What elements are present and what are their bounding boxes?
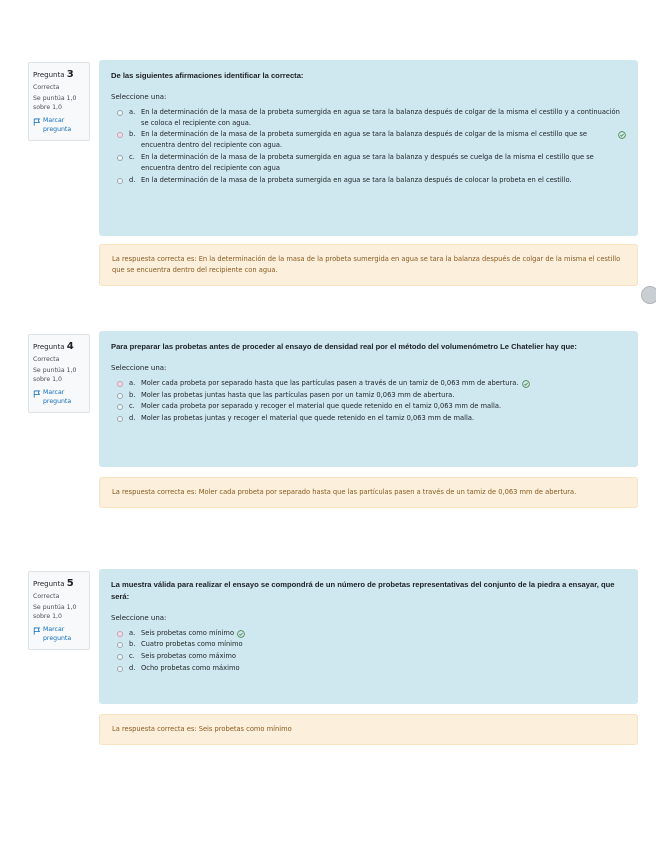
question-formulation — [99, 331, 638, 467]
check-circle-icon — [237, 630, 245, 638]
question-grade: Se puntúa 1,0 sobre 1,0 — [33, 367, 77, 384]
question-text: De las siguientes afirmaciones identificar la correcta: — [111, 71, 304, 80]
option-letter: d. — [129, 175, 136, 184]
option-text: En la determinación de la masa de la probeta sumergida en agua se tara la balanza y después se cuelga de la misma el cestillo que se encuentra dentro del recipiente con agua — [141, 153, 594, 172]
flag-question-label: Marcar pregunta — [43, 626, 72, 643]
flag-question-link[interactable] — [33, 626, 85, 644]
answer-option-d[interactable] — [117, 175, 626, 186]
answer-options — [117, 107, 626, 186]
answer-option-c[interactable] — [117, 152, 626, 174]
radio-button-selected[interactable] — [117, 132, 123, 138]
option-text: Moler las probetas juntas y recoger el material que quede retenido en el tamiz 0,063 mm de malla. — [141, 414, 475, 423]
answer-option-b[interactable] — [117, 129, 626, 151]
flag-icon — [33, 627, 41, 635]
right-answer-feedback: La respuesta correcta es: Seis probetas como mínimo — [99, 714, 638, 745]
option-letter: b. — [129, 640, 136, 649]
option-text: Moler cada probeta por separado hasta que las partículas pasen a través de un tamiz de 0,063 mm de abertura. — [141, 378, 519, 387]
option-letter: a. — [129, 378, 136, 387]
answer-option-c[interactable] — [117, 651, 626, 662]
answer-option-b[interactable] — [117, 390, 626, 401]
question-info — [28, 571, 90, 650]
radio-button[interactable] — [117, 155, 123, 161]
option-text: En la determinación de la masa de la probeta sumergida en agua se tara la balanza después de colgar de la misma el cestillo y a continuación se coloca el recipiente con agua. — [141, 107, 620, 127]
check-circle-icon — [618, 131, 626, 139]
option-text: En la determinación de la masa de la probeta sumergida en agua se tara la balanza después de colocar la probeta en el cestillo. — [141, 175, 572, 184]
option-letter: a. — [129, 628, 136, 637]
answer-option-c[interactable] — [117, 401, 626, 412]
question-number-value: 5 — [66, 578, 74, 589]
answer-options — [117, 628, 626, 674]
question-formulation — [99, 60, 638, 236]
right-answer-feedback: La respuesta correcta es: En la determinación de la masa de la probeta sumergida en agua se tara la balanza después de colgar de la misma el cestillo que se encuentra dentro del recipiente con agua. — [99, 244, 638, 286]
question-number — [33, 340, 85, 355]
answer-option-b[interactable] — [117, 639, 626, 650]
answer-option-a[interactable] — [117, 107, 626, 129]
answer-option-a[interactable] — [117, 628, 626, 639]
right-answer-feedback: La respuesta correcta es: Moler cada probeta por separado hasta que las partículas pasen a través de un tamiz de 0,063 mm de abertura. — [99, 477, 638, 508]
option-text: Seis probetas como mínimo — [141, 628, 235, 637]
option-letter: d. — [129, 414, 136, 423]
radio-button[interactable] — [117, 178, 123, 184]
option-letter: b. — [129, 130, 136, 139]
radio-button[interactable] — [117, 654, 123, 660]
question-text: La muestra válida para realizar el ensayo se compondrá de un número de probetas representativas del conjunto de la piedra a ensayar, que será: — [111, 580, 615, 601]
answer-options — [117, 378, 626, 424]
radio-button-selected[interactable] — [117, 381, 123, 387]
question-grade: Se puntúa 1,0 sobre 1,0 — [33, 95, 77, 112]
radio-button[interactable] — [117, 404, 123, 410]
option-letter: a. — [129, 107, 136, 116]
flag-question-link[interactable] — [33, 117, 85, 135]
option-text: Ocho probetas como máximo — [141, 664, 240, 673]
option-text: Moler las probetas juntas hasta que las partículas pasen por un tamiz 0,063 mm de abertura. — [141, 390, 455, 399]
option-text: Seis probetas como máximo — [141, 652, 236, 661]
question-state: Correcta — [33, 355, 60, 363]
question-info — [28, 334, 90, 413]
radio-button[interactable] — [117, 110, 123, 116]
answer-prompt: Seleccione una: — [111, 613, 167, 622]
question-label: Pregunta — [33, 71, 65, 79]
radio-button-selected[interactable] — [117, 631, 123, 637]
answer-option-a[interactable] — [117, 378, 626, 389]
question-state: Correcta — [33, 83, 60, 91]
radio-button[interactable] — [117, 416, 123, 422]
flag-icon — [33, 118, 41, 126]
question-number-value: 4 — [66, 341, 74, 352]
option-letter: b. — [129, 390, 136, 399]
question-number — [33, 68, 85, 83]
option-text: En la determinación de la masa de la probeta sumergida en agua se tara la balanza después de colgar de la misma el cestillo que se encuentra dentro del recipiente con agua. — [141, 130, 587, 150]
check-circle-icon — [522, 380, 530, 388]
option-letter: d. — [129, 664, 136, 673]
option-letter: c. — [129, 402, 135, 411]
answer-option-d[interactable] — [117, 413, 626, 424]
flag-question-label: Marcar pregunta — [43, 389, 72, 406]
option-text: Cuatro probetas como mínimo — [141, 640, 243, 649]
option-letter: c. — [129, 652, 135, 661]
option-text: Moler cada probeta por separado y recoger el material que quede retenido en el tamiz 0,063 mm de malla. — [141, 402, 502, 411]
radio-button[interactable] — [117, 666, 123, 672]
question-label: Pregunta — [33, 580, 65, 588]
answer-prompt: Seleccione una: — [111, 363, 167, 372]
flag-question-link[interactable] — [33, 389, 85, 407]
question-label: Pregunta — [33, 343, 65, 351]
flag-icon — [33, 390, 41, 398]
option-letter: c. — [129, 153, 135, 162]
answer-option-d[interactable] — [117, 663, 626, 674]
question-text: Para preparar las probetas antes de proceder al ensayo de densidad real por el método del volumenómetro Le Chatelier hay que: — [111, 342, 577, 351]
radio-button[interactable] — [117, 642, 123, 648]
question-formulation — [99, 569, 638, 704]
question-state: Correcta — [33, 592, 60, 600]
edge-avatar — [641, 286, 656, 304]
radio-button[interactable] — [117, 393, 123, 399]
question-number — [33, 577, 85, 592]
question-info — [28, 62, 90, 141]
question-number-value: 3 — [66, 69, 74, 80]
flag-question-label: Marcar pregunta — [43, 117, 72, 134]
answer-prompt: Seleccione una: — [111, 92, 167, 101]
question-grade: Se puntúa 1,0 sobre 1,0 — [33, 604, 77, 621]
